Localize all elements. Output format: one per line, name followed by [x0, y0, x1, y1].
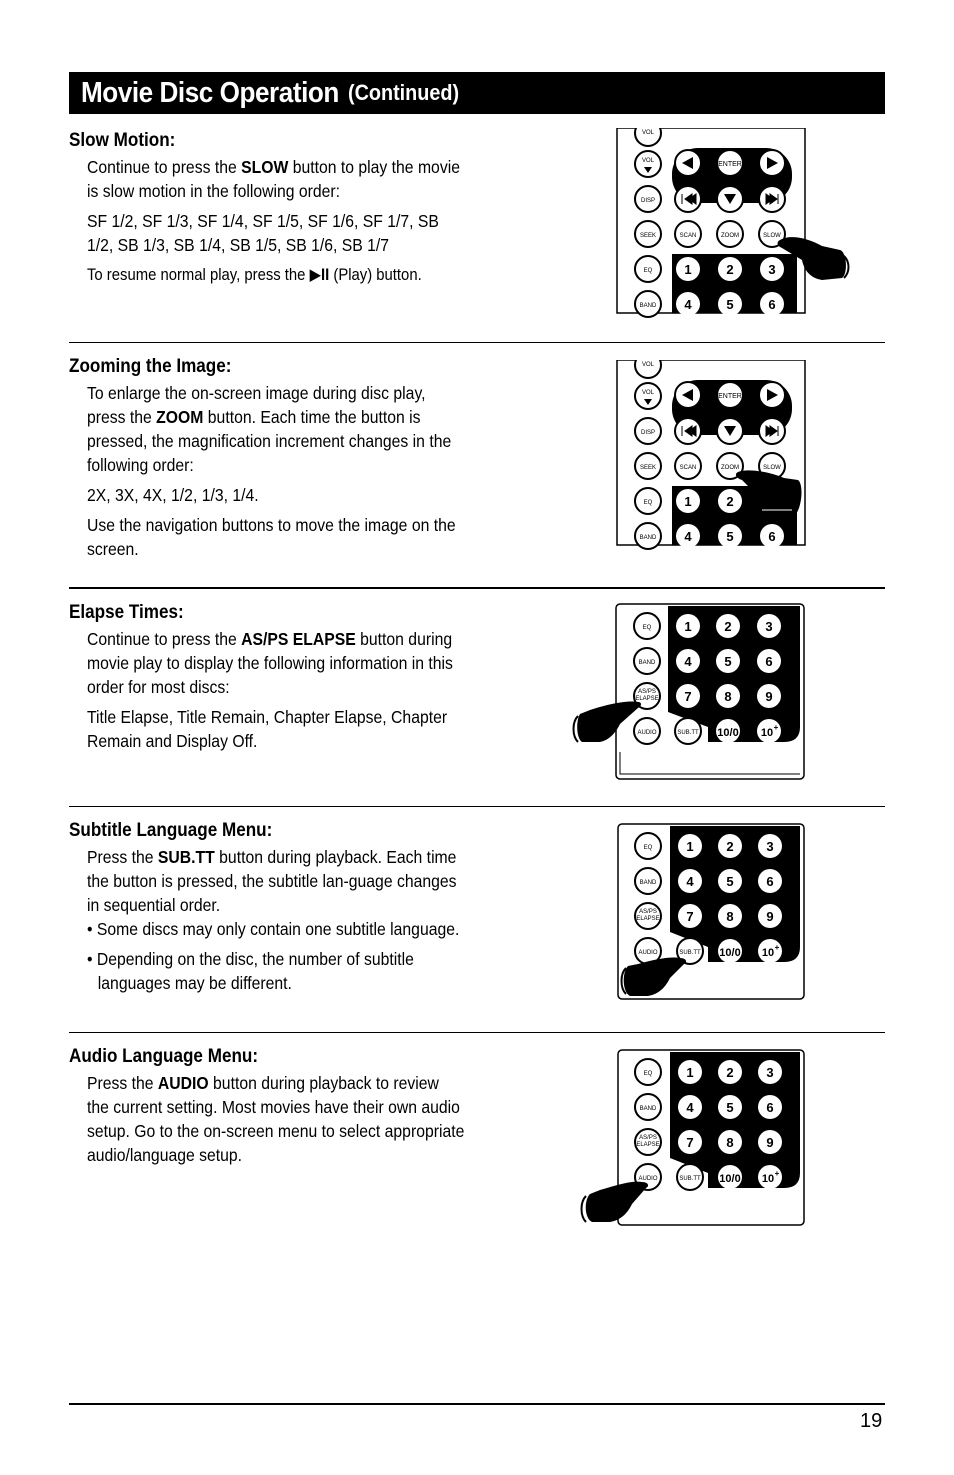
svg-text:EQ: EQ	[643, 500, 653, 506]
svg-text:1: 1	[684, 619, 692, 634]
svg-text:2: 2	[726, 262, 734, 277]
slow-p1: Continue to press the SLOW button to play the movie is slow motion in the following order:	[87, 157, 460, 201]
svg-text:ENTER: ENTER	[718, 161, 742, 168]
zoom-p1: To enlarge the on-screen image during disc play, press the ZOOM button. Each time the button is pressed, the magnification increment changes in the following order:	[87, 383, 452, 475]
svg-text:9: 9	[765, 689, 773, 704]
section-divider	[69, 342, 885, 343]
svg-text:VOL: VOL	[641, 362, 655, 368]
svg-text:5: 5	[726, 529, 734, 544]
remote-illustration-audio	[568, 1048, 808, 1228]
elapse-p2: Title Elapse, Title Remain, Chapter Elapse, Chapter Remain and Display Off.	[87, 707, 448, 751]
svg-text:VOL: VOL	[641, 158, 655, 164]
svg-text:AS/PS: AS/PS	[639, 909, 657, 915]
svg-text:6: 6	[765, 654, 773, 669]
svg-text:VOL: VOL	[641, 390, 655, 396]
section-divider	[69, 1032, 885, 1033]
svg-text:4: 4	[686, 1100, 694, 1115]
section-heading-elapse-times: Elapse Times:	[69, 602, 184, 623]
svg-text:ENTER: ENTER	[718, 393, 742, 400]
svg-text:7: 7	[686, 1135, 694, 1150]
svg-text:DISP: DISP	[640, 198, 656, 204]
svg-text:5: 5	[726, 874, 734, 889]
svg-text:DISP: DISP	[640, 430, 656, 436]
svg-text:AS/PS: AS/PS	[639, 1135, 657, 1141]
svg-text:6: 6	[768, 297, 776, 312]
svg-text:10/0: 10/0	[719, 947, 741, 959]
section-divider	[69, 587, 885, 589]
svg-text:ZOOM: ZOOM	[721, 465, 739, 471]
svg-text:6: 6	[766, 874, 774, 889]
svg-text:10/0: 10/0	[719, 1173, 741, 1185]
svg-text:EQ: EQ	[643, 845, 653, 851]
svg-text:10: 10	[761, 1173, 775, 1185]
remote-illustration-slow	[612, 128, 852, 318]
svg-text:4: 4	[684, 654, 692, 669]
svg-text:5: 5	[726, 297, 734, 312]
svg-text:BAND: BAND	[639, 1106, 657, 1112]
svg-text:2: 2	[724, 619, 732, 634]
slow-p2: SF 1/2, SF 1/3, SF 1/4, SF 1/5, SF 1/6, SF 1/7, SB 1/2, SB 1/3, SB 1/4, SB 1/5, SB 1/6, SB 1/7	[87, 211, 439, 255]
svg-text:+: +	[774, 1169, 780, 1178]
svg-text:5: 5	[724, 654, 732, 669]
svg-text:VOL: VOL	[641, 130, 655, 136]
svg-text:EQ: EQ	[643, 1071, 653, 1077]
audio-p1: Press the AUDIO button during playback to review the current setting. Most movies have their own audio setup. Go to the on-screen menu to select appropriate audio/language setup.	[87, 1073, 465, 1165]
svg-text:+: +	[774, 943, 780, 952]
svg-text:SCAN: SCAN	[679, 233, 697, 239]
svg-text:9: 9	[766, 1135, 774, 1150]
svg-text:9: 9	[766, 909, 774, 924]
svg-text:5: 5	[726, 1100, 734, 1115]
svg-text:EQ: EQ	[643, 268, 653, 274]
zoom-p3: Use the navigation buttons to move the image on the screen.	[87, 515, 456, 559]
section-heading-audio: Audio Language Menu:	[69, 1046, 259, 1067]
svg-text:AUDIO: AUDIO	[637, 730, 657, 736]
svg-text:8: 8	[726, 909, 734, 924]
svg-text:BAND: BAND	[638, 660, 656, 666]
svg-text:1: 1	[686, 1065, 694, 1080]
svg-text:6: 6	[766, 1100, 774, 1115]
svg-text:BAND: BAND	[639, 303, 657, 309]
remote-illustration-subtitle	[568, 822, 808, 1002]
svg-text:10: 10	[760, 727, 774, 739]
page-number: 19	[860, 1410, 883, 1432]
slow-p3: To resume normal play, press the ▶II (Play) button.	[87, 266, 422, 284]
svg-text:7: 7	[686, 909, 694, 924]
svg-text:2: 2	[726, 839, 734, 854]
svg-text:SLOW: SLOW	[763, 233, 781, 239]
svg-text:1: 1	[684, 262, 692, 277]
svg-text:EQ: EQ	[642, 625, 652, 631]
svg-text:BAND: BAND	[639, 535, 657, 541]
section-body-audio	[87, 1071, 465, 1173]
footer-rule	[69, 1403, 885, 1405]
elapse-p1: Continue to press the AS/PS ELAPSE button during movie play to display the following information in this order for most discs:	[87, 629, 453, 697]
svg-text:7: 7	[684, 689, 692, 704]
page-title-continued: (Continued)	[347, 80, 459, 105]
svg-text:2: 2	[726, 494, 734, 509]
svg-text:1: 1	[684, 494, 692, 509]
svg-text:ZOOM: ZOOM	[721, 233, 739, 239]
section-body-slow-motion	[87, 155, 465, 293]
page-title: Movie Disc Operation	[81, 76, 339, 109]
svg-text:BAND: BAND	[639, 880, 657, 886]
zoom-p2: 2X, 3X, 4X, 1/2, 1/3, 1/4.	[87, 485, 259, 505]
svg-text:AUDIO: AUDIO	[638, 950, 658, 956]
svg-text:4: 4	[686, 874, 694, 889]
svg-text:SUB.TT: SUB.TT	[679, 950, 701, 956]
subtitle-bullet-2: • Depending on the disc, the number of subtitle languages may be different.	[87, 949, 414, 993]
section-heading-slow-motion: Slow Motion:	[69, 130, 176, 151]
svg-text:4: 4	[684, 297, 692, 312]
svg-text:SEEK: SEEK	[639, 465, 657, 471]
svg-text:+: +	[773, 723, 779, 732]
section-heading-zooming: Zooming the Image:	[69, 356, 232, 377]
subtitle-p1: Press the SUB.TT button during playback. Each time the button is pressed, the subtitle lan-guage changes in sequential order.	[87, 847, 457, 915]
svg-text:AS/PS: AS/PS	[638, 689, 656, 695]
svg-text:10/0: 10/0	[717, 727, 739, 739]
svg-text:SUB.TT: SUB.TT	[679, 1176, 701, 1182]
section-divider	[69, 806, 885, 807]
remote-illustration-zoom	[612, 360, 852, 550]
section-heading-subtitle: Subtitle Language Menu:	[69, 820, 273, 841]
svg-text:4: 4	[684, 529, 692, 544]
svg-text:ELAPSE: ELAPSE	[636, 916, 660, 922]
svg-text:3: 3	[768, 262, 776, 277]
svg-text:2: 2	[726, 1065, 734, 1080]
svg-text:8: 8	[726, 1135, 734, 1150]
svg-text:3: 3	[765, 619, 773, 634]
svg-text:AUDIO: AUDIO	[638, 1176, 658, 1182]
svg-text:SLOW: SLOW	[763, 465, 781, 471]
svg-text:SUB.TT: SUB.TT	[677, 730, 699, 736]
svg-text:3: 3	[766, 1065, 774, 1080]
section-body-elapse-times	[87, 627, 465, 759]
section-body-zooming	[87, 381, 465, 567]
svg-text:ELAPSE: ELAPSE	[635, 696, 659, 702]
svg-text:3: 3	[766, 839, 774, 854]
remote-illustration-elapse	[568, 602, 808, 782]
svg-text:1: 1	[686, 839, 694, 854]
subtitle-bullet-1: • Some discs may only contain one subtitle language.	[87, 919, 460, 939]
svg-text:ELAPSE: ELAPSE	[636, 1142, 660, 1148]
svg-text:SCAN: SCAN	[679, 465, 697, 471]
section-body-subtitle	[87, 845, 465, 1001]
svg-text:SEEK: SEEK	[639, 233, 657, 239]
svg-text:6: 6	[768, 529, 776, 544]
svg-text:10: 10	[761, 947, 775, 959]
svg-text:8: 8	[724, 689, 732, 704]
title-banner	[69, 72, 885, 114]
